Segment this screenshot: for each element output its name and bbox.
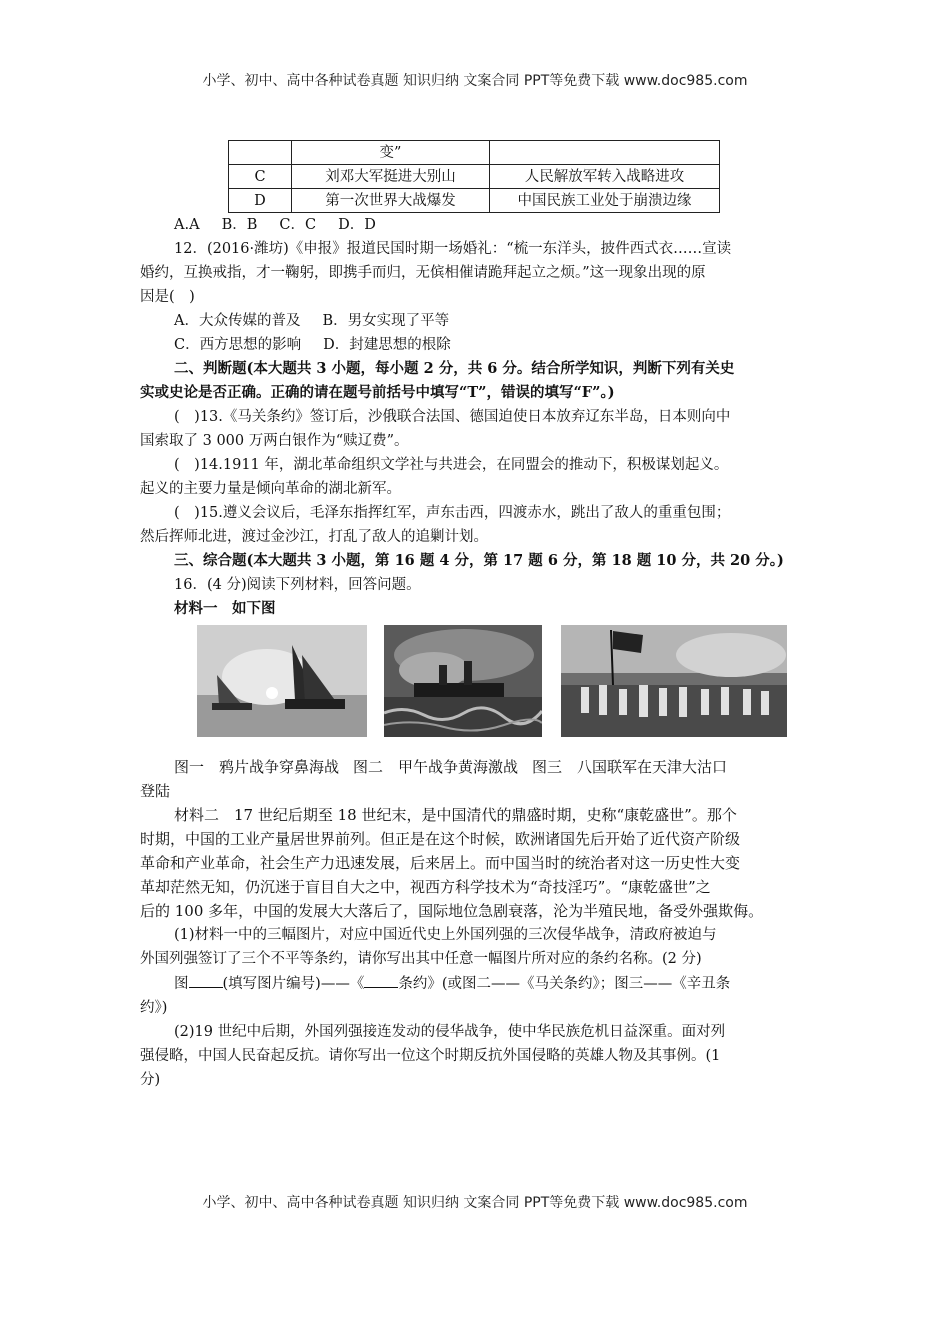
caption-figure-3: 图三 八国联军在天津大沽口 (532, 758, 728, 776)
q12-stem-3: 因是( ) (140, 289, 195, 305)
answer-prefix: 图 (174, 976, 189, 992)
material2-line-4: 革却茫然无知，仍沉迷于盲目自大之中，视西方科学技术为“奇技淫巧”。“康乾盛世”之 (140, 878, 711, 896)
figure-number-blank[interactable] (189, 971, 223, 988)
treaty-name-blank[interactable] (364, 971, 398, 988)
answer-suffix: 条约》(或图二——《马关条约》；图三——《辛丑条 (398, 976, 731, 992)
table-cell: 人民解放军转入战略进攻 (490, 165, 720, 189)
q13-line-2: 国索取了 3 000 万两白银作为“赎辽费”。 (140, 433, 409, 449)
q12-stem-2: 婚约，互换戒指，才一鞠躬，即携手而归，无傧相催请跪拜起立之烦。”这一现象出现的原 (140, 265, 706, 281)
table-row (229, 165, 720, 189)
option-a: A．大众传媒的普及 (174, 313, 301, 329)
option-c: C．C (279, 217, 317, 233)
caption-figure-3-cont: 登陆 (140, 782, 171, 800)
sub1-answer-line (140, 971, 812, 996)
sinking-warship-photo-icon (384, 625, 542, 737)
table-cell (490, 141, 720, 165)
option-b: B．B (221, 217, 258, 233)
q11-options (140, 213, 812, 237)
table-row (229, 189, 720, 213)
material1-label: 材料一 如下图 (174, 600, 276, 617)
option-a: A.A (174, 217, 200, 233)
table-cell: C (229, 165, 292, 189)
page-footer: 小学、初中、高中各种试卷真题 知识归纳 文案合同 PPT等免费下载 www.doc985.com (202, 1195, 748, 1211)
answer-mid: (填写图片编号)——《 (222, 976, 365, 992)
material2-line-5: 后的 100 多年，中国的发展大大落后了，国际地位急剧衰落，沦为半殖民地，备受外强欺侮。 (140, 902, 764, 920)
sub2-line-3: 分) (140, 1072, 161, 1088)
sub1-line-1: (1)材料一中的三幅图片，对应中国近代史上外国列强的三次侵华战争，清政府被迫与 (174, 927, 717, 943)
naval-battle-photo-icon (197, 625, 367, 737)
q15-line-2: 然后挥师北进，渡过金沙江，打乱了敌人的追剿计划。 (140, 529, 488, 545)
table-cell: D (229, 189, 292, 213)
material2-line-3: 革命和产业革命，社会生产力迅速发展，后来居上。而中国当时的统治者对这一历史性大变 (140, 854, 741, 872)
q15-line-1: ( )15.遵义会议后，毛泽东指挥红军，声东击西，四渡赤水，跳出了敌人的重重包围； (174, 505, 731, 521)
exam-page (140, 140, 812, 1092)
q12-options-cd (140, 333, 812, 357)
option-d: D．D (338, 217, 376, 233)
q12-options-ab (140, 309, 812, 333)
table-cell: 中国民族工业处于崩溃边缘 (490, 189, 720, 213)
material2-line-2: 时期，中国的工业产量居世界前列。但正是在这个时候，欧洲诸国先后开始了近代资产阶级 (140, 830, 741, 848)
page-header: 小学、初中、高中各种试卷真题 知识归纳 文案合同 PPT等免费下载 www.doc985.com (202, 73, 748, 89)
table-cell: 第一次世界大战爆发 (292, 189, 490, 213)
sub2-line-1: (2)19 世纪中后期，外国列强接连发动的侵华战争，使中华民族危机日益深重。面对列 (174, 1024, 726, 1040)
section2-title-1: 二、判断题(本大题共 3 小题，每小题 2 分，共 6 分。结合所学知识，判断下列有关史 (174, 360, 735, 377)
option-d: D．封建思想的根除 (323, 337, 451, 353)
q14-line-2: 起义的主要力量是倾向革命的湖北新军。 (140, 481, 401, 497)
sub1-line-2: 外国列强签订了三个不平等条约，请你写出其中任意一幅图片所对应的条约名称。(2 分) (140, 951, 702, 967)
sub1-answer-cont: 约》) (140, 1000, 168, 1016)
answer-table (228, 140, 720, 213)
table-cell (229, 141, 292, 165)
table-cell: 刘邓大军挺进大别山 (292, 165, 490, 189)
table-cell: 变” (292, 141, 490, 165)
q16-stem: 16．(4 分)阅读下列材料，回答问题。 (174, 577, 421, 593)
figure-images (140, 625, 812, 743)
sub2-line-2: 强侵略，中国人民奋起反抗。请你写出一位这个时期反抗外国侵略的英雄人物及其事例。(1 (140, 1048, 721, 1064)
section2-title-2: 实或史论是否正确。正确的请在题号前括号中填写“T”，错误的填写“F”。) (140, 384, 615, 401)
figure-captions (140, 755, 812, 779)
caption-figure-1: 图一 鸦片战争穿鼻海战 (174, 758, 340, 776)
material2-line-1: 材料二 17 世纪后期至 18 世纪末，是中国清代的鼎盛时期，史称“康乾盛世”。那个 (174, 806, 737, 824)
marching-troops-photo-icon (561, 625, 787, 737)
caption-figure-2: 图二 甲午战争黄海激战 (353, 758, 519, 776)
q12-stem-1: 12．(2016·潍坊)《申报》报道民国时期一场婚礼：“梳一东洋头，披件西式衣……宣读 (174, 241, 732, 257)
table-row (229, 141, 720, 165)
option-c: C．西方思想的影响 (174, 337, 302, 353)
q13-line-1: ( )13.《马关条约》签订后，沙俄联合法国、德国迫使日本放弃辽东半岛，日本则向中 (174, 409, 731, 425)
q14-line-1: ( )14.1911 年，湖北革命组织文学社与共进会，在同盟会的推动下，积极谋划起义。 (174, 457, 729, 473)
option-b: B．男女实现了平等 (322, 313, 450, 329)
section3-title: 三、综合题(本大题共 3 小题，第 16 题 4 分，第 17 题 6 分，第 18 题 10 分，共 20 分。) (174, 552, 784, 569)
